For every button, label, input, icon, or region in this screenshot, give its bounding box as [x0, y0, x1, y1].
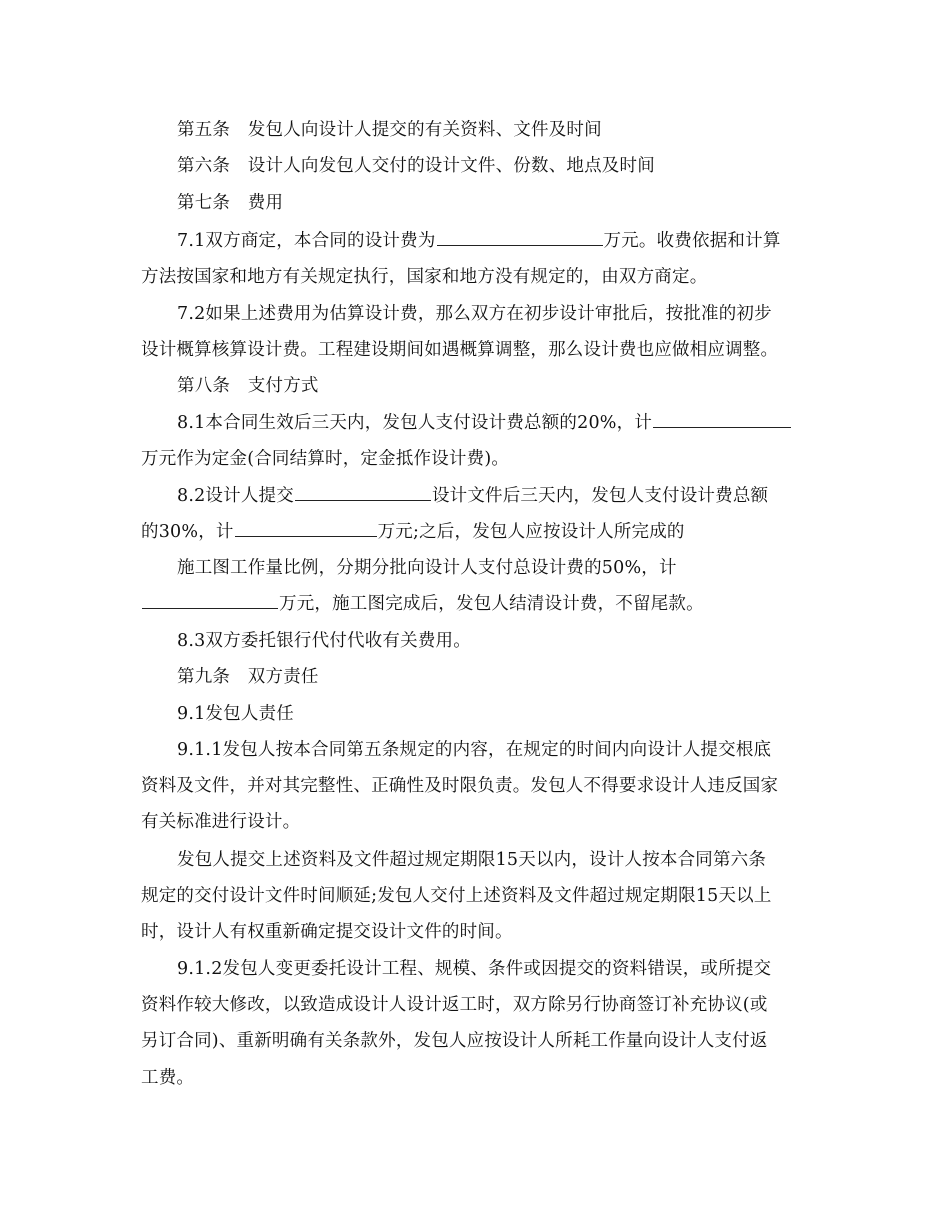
clause-9-1-1-line-3: 有关标准进行设计。 — [141, 812, 301, 832]
clause-8-2-line-3: 施工图工作量比例，分期分批向设计人支付总设计费的50%，计 — [177, 558, 677, 578]
text-segment: 的30%，计 — [141, 522, 234, 542]
clause-8-3: 8.3双方委托银行代付代收有关费用。 — [177, 631, 471, 651]
text-segment: 万元，施工图完成后，发包人结清设计费，不留尾款。 — [279, 594, 704, 614]
submission-blank — [295, 485, 431, 501]
clause-7-2-line-1: 7.2如果上述费用为估算设计费，那么双方在初步设计审批后，按批准的初步 — [177, 304, 772, 324]
deposit-blank — [653, 412, 791, 428]
text-segment: 万元;之后，发包人应按设计人所完成的 — [377, 522, 685, 542]
text-segment: 设计文件后三天内，发包人支付设计费总额 — [431, 486, 769, 506]
clause-9-1-1-line-1: 9.1.1发包人按本合同第五条规定的内容，在规定的时间内向设计人提交根底 — [177, 740, 772, 760]
clause-9-1-2-line-1: 9.1.2发包人变更委托设计工程、规模、条件或因提交的资料错误，或所提交 — [177, 959, 772, 979]
article-5-heading: 第五条 发包人向设计人提交的有关资料、文件及时间 — [177, 120, 602, 140]
text-segment: 万元。收费依据和计算 — [603, 231, 781, 251]
article-8-heading: 第八条 支付方式 — [177, 376, 319, 396]
clause-8-2-line-2 — [141, 520, 821, 544]
text-segment: 8.1本合同生效后三天内，发包人支付设计费总额的20%，计 — [177, 413, 653, 433]
clause-7-1-line-2: 方法按国家和地方有关规定执行，国家和地方没有规定的，由双方商定。 — [141, 267, 708, 287]
text-segment: 7.1双方商定，本合同的设计费为 — [177, 231, 436, 251]
paragraph-delay-line-3: 时，设计人有权重新确定提交设计文件的时间。 — [141, 922, 513, 942]
clause-9-1-2-line-4: 工费。 — [141, 1068, 195, 1088]
article-6-heading: 第六条 设计人向发包人交付的设计文件、份数、地点及时间 — [177, 156, 655, 176]
clause-9-1-1-line-2: 资料及文件，并对其完整性、正确性及时限负责。发包人不得要求设计人违反国家 — [141, 776, 779, 796]
fee-blank — [437, 230, 603, 246]
payment-30-blank — [235, 521, 377, 537]
text-segment: 8.2设计人提交 — [177, 486, 294, 506]
clause-7-2-line-2: 设计概算核算设计费。工程建设期间如遇概算调整，那么设计费也应做相应调整。 — [141, 340, 779, 360]
clause-8-2-line-1 — [177, 484, 857, 508]
clause-9-1-2-line-2: 资料作较大修改，以致造成设计人设计返工时，双方除另行协商签订补充协议(或 — [141, 995, 768, 1015]
payment-50-blank — [142, 593, 278, 609]
article-7-heading: 第七条 费用 — [177, 193, 284, 213]
clause-9-1-2-line-3: 另订合同)、重新明确有关条款外，发包人应按设计人所耗工作量向设计人支付返 — [141, 1031, 768, 1051]
clause-7-1-line-1 — [177, 229, 857, 253]
clause-9-1-heading: 9.1发包人责任 — [177, 704, 294, 724]
paragraph-delay-line-2: 规定的交付设计文件时间顺延;发包人交付上述资料及文件超过规定期限15天以上 — [141, 886, 772, 906]
clause-8-1-line-2: 万元作为定金(合同结算时，定金抵作设计费)。 — [141, 449, 510, 469]
paragraph-delay-line-1: 发包人提交上述资料及文件超过规定期限15天以内，设计人按本合同第六条 — [177, 850, 767, 870]
clause-8-2-line-4 — [141, 592, 821, 616]
clause-8-1-line-1 — [177, 411, 857, 435]
article-9-heading: 第九条 双方责任 — [177, 667, 319, 687]
